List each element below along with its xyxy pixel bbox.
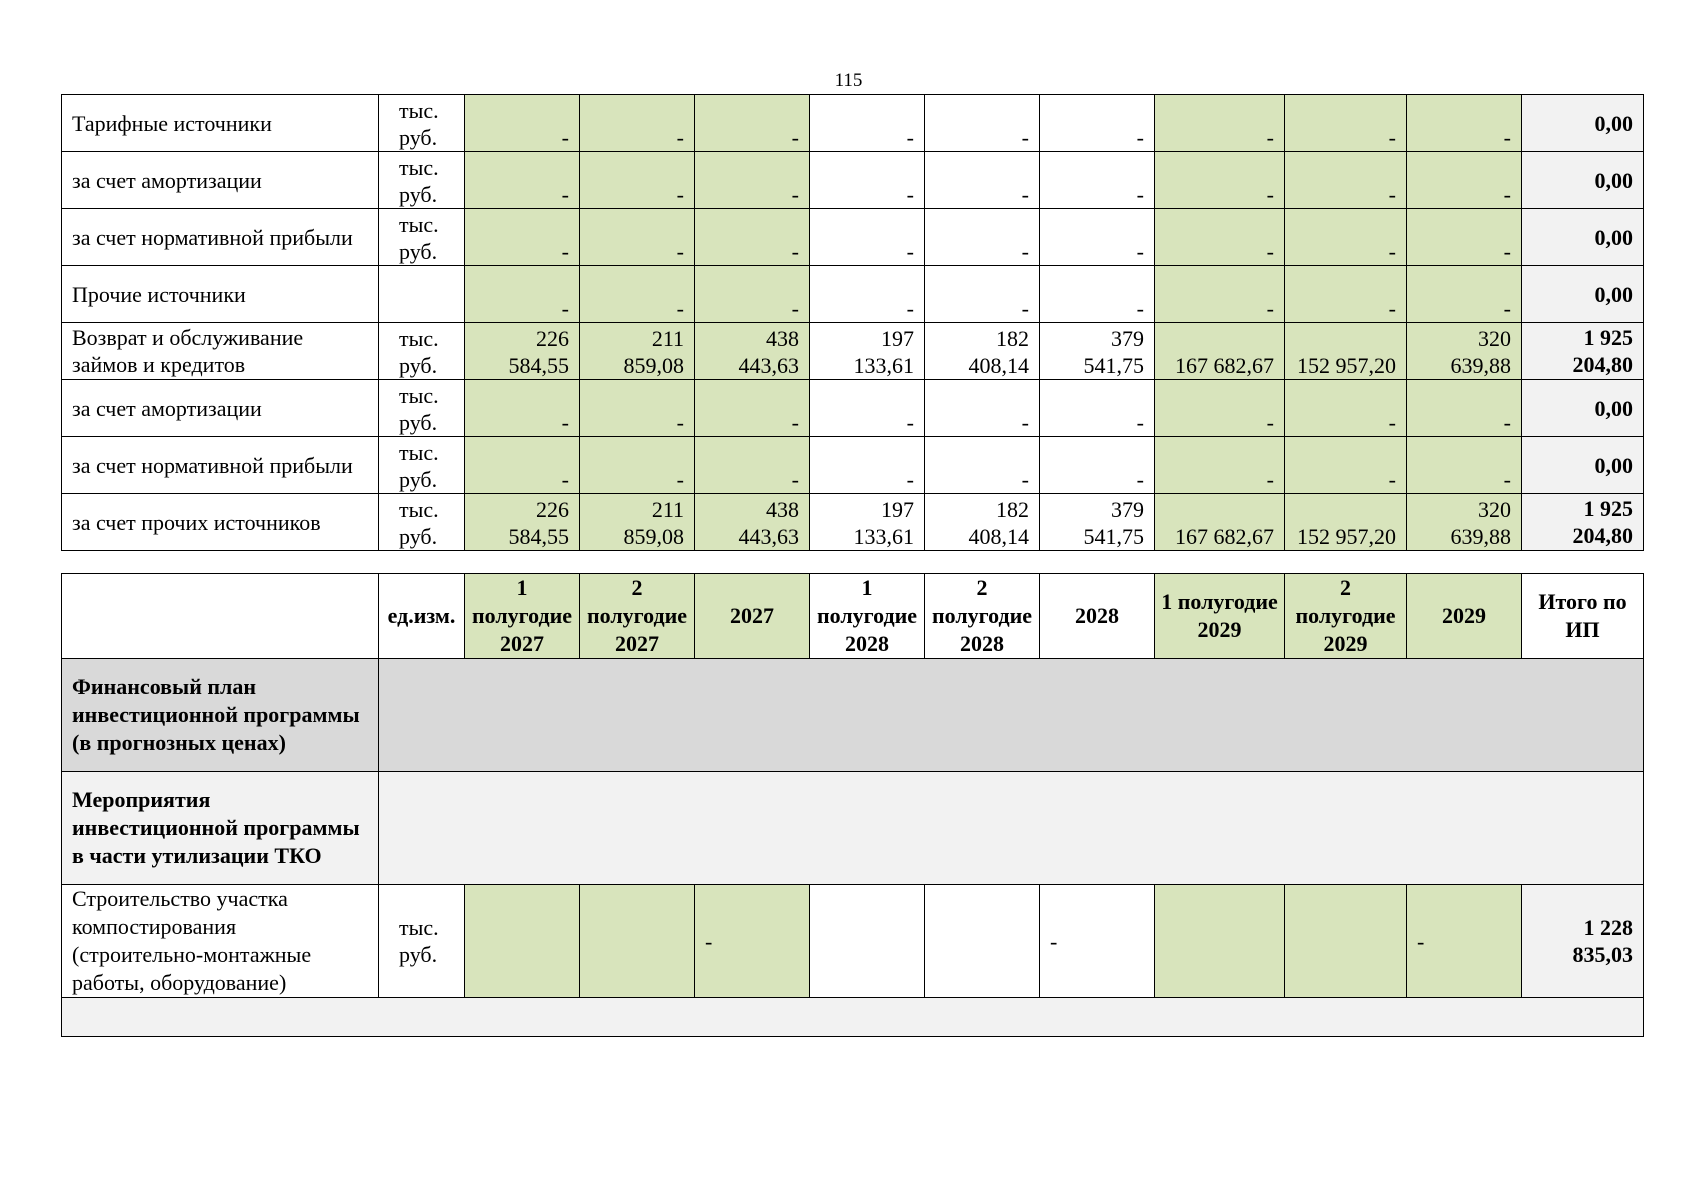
row-value: -	[1407, 885, 1522, 998]
row-label: Тарифные источники	[62, 95, 379, 152]
header-col: 1 полугодие 2027	[465, 574, 580, 659]
table-row	[62, 95, 1644, 152]
unit-line: тыс.	[399, 497, 439, 522]
row-value: -	[1285, 95, 1407, 152]
row-total: 0,00	[1522, 95, 1644, 152]
unit-line: руб.	[399, 182, 438, 207]
section-row-measures	[62, 772, 1644, 885]
section-title: Мероприятия инвестиционной программы в части утилизации ТКО	[62, 772, 379, 885]
empty-cell	[62, 998, 1644, 1037]
header-col: 1 полугодие 2029	[1155, 574, 1285, 659]
row-total: 0,00	[1522, 152, 1644, 209]
table-row	[62, 152, 1644, 209]
row-value: -	[1040, 95, 1155, 152]
row-total: 1 925 204,80	[1522, 494, 1644, 551]
row-label: Возврат и обслуживание займов и кредитов	[62, 323, 379, 380]
row-value: -	[1155, 152, 1285, 209]
row-value: -	[1407, 266, 1522, 323]
unit-line: руб.	[399, 353, 438, 378]
row-total: 1 925 204,80	[1522, 323, 1644, 380]
unit-line: тыс.	[399, 326, 439, 351]
row-value: 182 408,14	[925, 323, 1040, 380]
row-value	[580, 885, 695, 998]
row-total: 0,00	[1522, 437, 1644, 494]
row-value: -	[1285, 437, 1407, 494]
row-value: -	[1040, 152, 1155, 209]
row-value: -	[925, 209, 1040, 266]
row-value: -	[925, 380, 1040, 437]
row-value: 226 584,55	[465, 323, 580, 380]
row-value: -	[1155, 266, 1285, 323]
sources-table	[61, 94, 1644, 551]
row-value: -	[695, 885, 810, 998]
table-row	[62, 266, 1644, 323]
row-value: -	[1155, 209, 1285, 266]
header-col: 1 полугодие 2028	[810, 574, 925, 659]
unit-line: руб.	[399, 524, 438, 549]
row-total: 0,00	[1522, 266, 1644, 323]
header-col: 2 полугодие 2027	[580, 574, 695, 659]
row-value	[810, 885, 925, 998]
unit-line: тыс.	[399, 383, 439, 408]
row-value: 438 443,63	[695, 323, 810, 380]
row-value: -	[580, 152, 695, 209]
row-value: 197 133,61	[810, 323, 925, 380]
unit-line: руб.	[399, 467, 438, 492]
row-value: -	[580, 380, 695, 437]
row-value: -	[465, 380, 580, 437]
row-value: 379 541,75	[1040, 323, 1155, 380]
row-value: -	[1285, 380, 1407, 437]
row-value: -	[925, 266, 1040, 323]
row-unit	[379, 323, 465, 380]
row-value: 320 639,88	[1407, 323, 1522, 380]
row-value	[1155, 885, 1285, 998]
header-unit: ед.изм.	[379, 574, 465, 659]
row-value: -	[695, 209, 810, 266]
row-value: -	[580, 209, 695, 266]
row-unit	[379, 266, 465, 323]
row-value: -	[695, 152, 810, 209]
row-value: 182 408,14	[925, 494, 1040, 551]
row-value: -	[810, 437, 925, 494]
row-value: 167 682,67	[1155, 323, 1285, 380]
row-unit	[379, 152, 465, 209]
row-value: 211 859,08	[580, 323, 695, 380]
row-value: -	[1040, 885, 1155, 998]
row-value: -	[1040, 380, 1155, 437]
row-label: за счет прочих источников	[62, 494, 379, 551]
row-value: -	[1407, 380, 1522, 437]
header-total: Итого по ИП	[1522, 574, 1644, 659]
unit-line: тыс.	[399, 440, 439, 465]
row-value: -	[1285, 266, 1407, 323]
unit-line: тыс.	[399, 155, 439, 180]
row-value: -	[810, 152, 925, 209]
row-total: 1 228 835,03	[1522, 885, 1644, 998]
row-label: за счет амортизации	[62, 380, 379, 437]
row-value	[925, 885, 1040, 998]
row-value: -	[1040, 209, 1155, 266]
header-col: 2 полугодие 2029	[1285, 574, 1407, 659]
row-value: -	[1285, 152, 1407, 209]
section-title: Финансовый план инвестиционной программы (в прогнозных ценах)	[62, 659, 379, 772]
row-unit: тыс. руб.	[379, 885, 465, 998]
row-value: -	[925, 95, 1040, 152]
row-value: 226 584,55	[465, 494, 580, 551]
row-value: -	[580, 437, 695, 494]
table-row	[62, 380, 1644, 437]
row-value: -	[1040, 437, 1155, 494]
row-label: за счет нормативной прибыли	[62, 437, 379, 494]
section-fill	[379, 772, 1644, 885]
row-value	[465, 885, 580, 998]
unit-line: руб.	[399, 239, 438, 264]
table-row	[62, 209, 1644, 266]
unit-line: руб.	[399, 125, 438, 150]
row-value: 152 957,20	[1285, 494, 1407, 551]
row-value: -	[1285, 209, 1407, 266]
row-value: -	[1040, 266, 1155, 323]
row-value: -	[695, 266, 810, 323]
row-value: -	[810, 266, 925, 323]
row-value: -	[695, 95, 810, 152]
table-row	[62, 885, 1644, 998]
row-value: -	[1407, 437, 1522, 494]
row-label: за счет нормативной прибыли	[62, 209, 379, 266]
row-value: -	[810, 380, 925, 437]
row-value: -	[1155, 95, 1285, 152]
row-value: -	[465, 266, 580, 323]
row-label: Строительство участка компостирования (строительно-монтажные работы, оборудование)	[62, 885, 379, 998]
row-unit	[379, 95, 465, 152]
row-label: Прочие источники	[62, 266, 379, 323]
row-value: -	[580, 95, 695, 152]
row-value: -	[1407, 152, 1522, 209]
unit-line: тыс.	[399, 212, 439, 237]
investment-plan-table	[61, 573, 1644, 1037]
row-value	[1285, 885, 1407, 998]
row-total: 0,00	[1522, 209, 1644, 266]
row-value: -	[925, 437, 1040, 494]
header-row	[62, 574, 1644, 659]
table-row	[62, 494, 1644, 551]
row-unit	[379, 494, 465, 551]
row-value: -	[465, 95, 580, 152]
row-value: -	[1155, 437, 1285, 494]
row-value: 438 443,63	[695, 494, 810, 551]
row-value: 152 957,20	[1285, 323, 1407, 380]
unit-line: тыс.	[399, 98, 439, 123]
row-unit	[379, 380, 465, 437]
row-value: -	[580, 266, 695, 323]
row-unit	[379, 437, 465, 494]
section-row-financial-plan	[62, 659, 1644, 772]
header-col: 2027	[695, 574, 810, 659]
row-value: 379 541,75	[1040, 494, 1155, 551]
header-col: 2 полугодие 2028	[925, 574, 1040, 659]
row-value: 167 682,67	[1155, 494, 1285, 551]
row-value: -	[465, 437, 580, 494]
row-value: -	[810, 95, 925, 152]
header-col: 2029	[1407, 574, 1522, 659]
unit-line: руб.	[399, 410, 438, 435]
row-value: -	[465, 152, 580, 209]
row-label: за счет амортизации	[62, 152, 379, 209]
header-blank	[62, 574, 379, 659]
row-value: -	[1407, 209, 1522, 266]
row-total: 0,00	[1522, 380, 1644, 437]
empty-row	[62, 998, 1644, 1037]
row-value: -	[465, 209, 580, 266]
row-value: -	[1155, 380, 1285, 437]
row-value: 197 133,61	[810, 494, 925, 551]
row-unit	[379, 209, 465, 266]
section-fill	[379, 659, 1644, 772]
row-value: -	[695, 437, 810, 494]
row-value: 320 639,88	[1407, 494, 1522, 551]
row-value: 211 859,08	[580, 494, 695, 551]
row-value: -	[695, 380, 810, 437]
row-value: -	[925, 152, 1040, 209]
header-col: 2028	[1040, 574, 1155, 659]
table-row	[62, 323, 1644, 380]
table-row	[62, 437, 1644, 494]
row-value: -	[810, 209, 925, 266]
row-value: -	[1407, 95, 1522, 152]
page-number: 115	[834, 70, 863, 91]
